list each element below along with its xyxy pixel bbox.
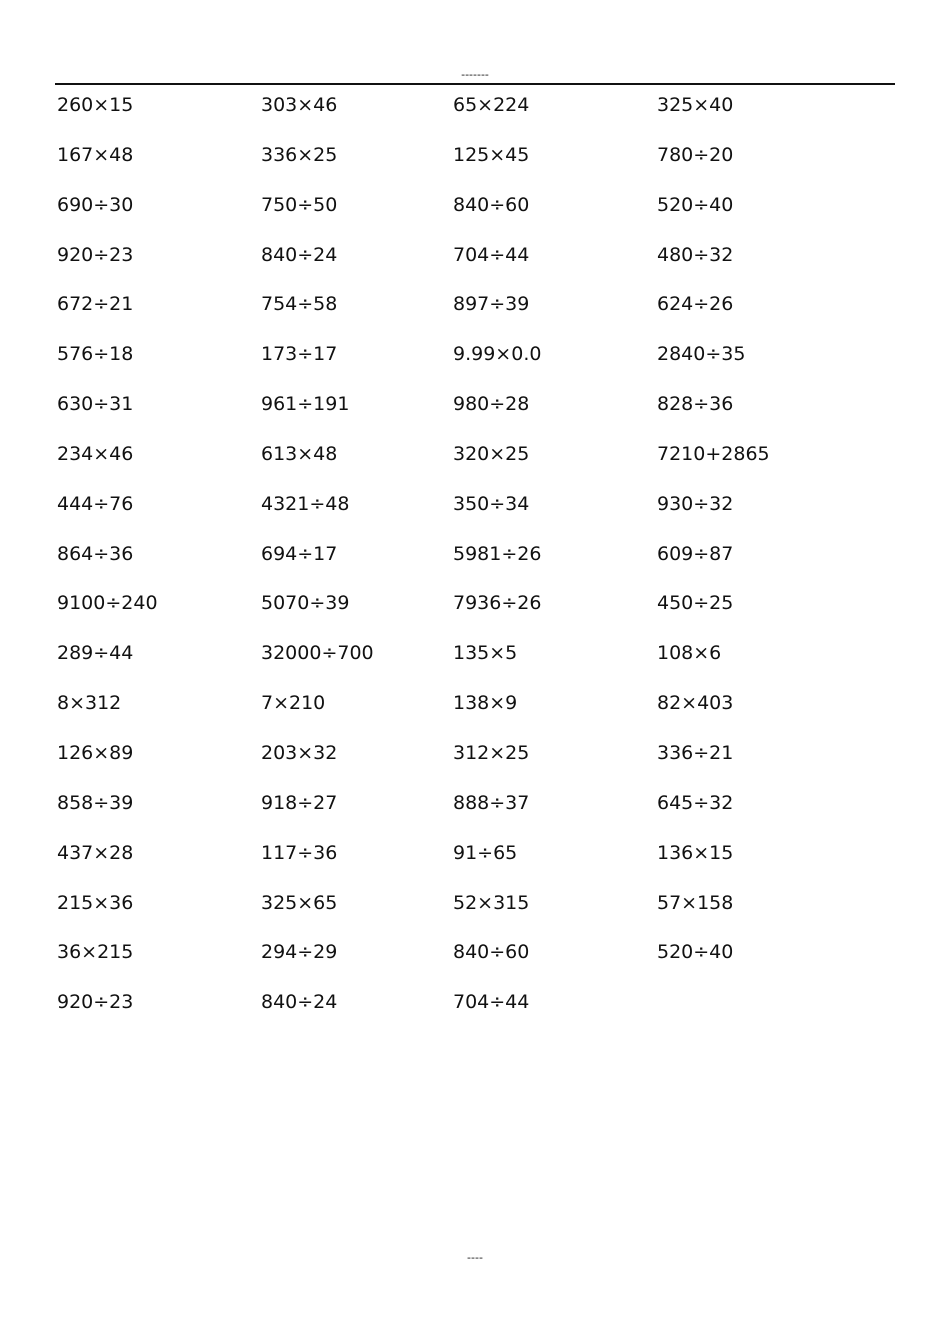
problem-item: 520÷40: [657, 193, 734, 216]
problem-row: [57, 539, 895, 589]
problem-item: 840÷60: [453, 193, 530, 216]
problem-row: [57, 888, 895, 938]
problem-item: 672÷21: [57, 293, 134, 316]
problem-item: 750÷50: [261, 193, 338, 216]
problem-item: 840÷24: [261, 243, 338, 266]
problem-item: 645÷32: [657, 791, 734, 814]
problem-item: 520÷40: [657, 941, 734, 964]
problem-row: [57, 788, 895, 838]
problem-row: [57, 439, 895, 489]
problem-row: [57, 240, 895, 290]
problem-item: 609÷87: [657, 542, 734, 565]
problem-row: [57, 588, 895, 638]
problem-item: 303×46: [261, 94, 338, 116]
problem-item: 858÷39: [57, 791, 134, 814]
problem-item: 444÷76: [57, 492, 134, 515]
problem-item: 117÷36: [261, 841, 338, 864]
header-mark: -------: [461, 68, 489, 81]
problem-item: 312×25: [453, 741, 530, 764]
problem-item: 203×32: [261, 741, 338, 764]
problem-item: 9100÷240: [57, 592, 158, 615]
problem-item: 260×15: [57, 94, 134, 116]
problem-item: 126×89: [57, 741, 134, 764]
footer-mark: ----: [467, 1251, 483, 1264]
problem-item: 920÷23: [57, 991, 134, 1014]
problem-item: 888÷37: [453, 791, 530, 814]
problem-row: [57, 140, 895, 190]
problem-item: 5981÷26: [453, 542, 542, 565]
problem-item: 325×65: [261, 891, 338, 914]
problem-item: 36×215: [57, 941, 134, 964]
problem-item: 138×9: [453, 692, 518, 715]
problem-item: 4321÷48: [261, 492, 350, 515]
problem-item: 897÷39: [453, 293, 530, 316]
problem-item: 7936÷26: [453, 592, 542, 615]
header-rule: [55, 83, 895, 85]
problem-item: 65×224: [453, 94, 530, 116]
problem-row: [57, 987, 895, 1037]
problem-row: [57, 937, 895, 987]
problem-item: 320×25: [453, 442, 530, 465]
problem-grid: [57, 90, 895, 1037]
problem-item: 694÷17: [261, 542, 338, 565]
problem-item: 2840÷35: [657, 343, 746, 366]
problem-item: 135×5: [453, 642, 518, 665]
problem-item: 173÷17: [261, 343, 338, 366]
problem-item: 480÷32: [657, 243, 734, 266]
problem-row: [57, 489, 895, 539]
problem-item: 437×28: [57, 841, 134, 864]
problem-row: [57, 289, 895, 339]
problem-item: 7×210: [261, 692, 326, 715]
problem-row: [57, 638, 895, 688]
problem-item: 704÷44: [453, 991, 530, 1014]
problem-item: 167×48: [57, 143, 134, 166]
problem-item: 961÷191: [261, 393, 350, 416]
problem-item: 136×15: [657, 841, 734, 864]
problem-item: 289÷44: [57, 642, 134, 665]
problem-item: 350÷34: [453, 492, 530, 515]
problem-item: 294÷29: [261, 941, 338, 964]
problem-item: 828÷36: [657, 393, 734, 416]
problem-item: 5070÷39: [261, 592, 350, 615]
problem-row: [57, 339, 895, 389]
problem-item: 7210+2865: [657, 442, 770, 465]
problem-item: 32000÷700: [261, 642, 374, 665]
problem-item: 864÷36: [57, 542, 134, 565]
problem-row: [57, 389, 895, 439]
problem-item: 780÷20: [657, 143, 734, 166]
problem-item: 630÷31: [57, 393, 134, 416]
problem-item: 704÷44: [453, 243, 530, 266]
problem-item: 840÷24: [261, 991, 338, 1014]
problem-item: 918÷27: [261, 791, 338, 814]
problem-item: 9.99×0.0: [453, 343, 542, 366]
problem-item: 980÷28: [453, 393, 530, 416]
problem-item: 57×158: [657, 891, 734, 914]
problem-item: 336÷21: [657, 741, 734, 764]
problem-item: 930÷32: [657, 492, 734, 515]
problem-row: [57, 688, 895, 738]
problem-row: [57, 838, 895, 888]
problem-item: 234×46: [57, 442, 134, 465]
problem-row: [57, 190, 895, 240]
problem-item: 125×45: [453, 143, 530, 166]
problem-item: 336×25: [261, 143, 338, 166]
problem-item: 754÷58: [261, 293, 338, 316]
problem-item: 52×315: [453, 891, 530, 914]
problem-item: 576÷18: [57, 343, 134, 366]
problem-row: [57, 90, 895, 140]
problem-item: 325×40: [657, 94, 734, 116]
problem-item: 613×48: [261, 442, 338, 465]
problem-item: 82×403: [657, 692, 734, 715]
problem-item: 91÷65: [453, 841, 518, 864]
problem-item: 108×6: [657, 642, 722, 665]
problem-item: 624÷26: [657, 293, 734, 316]
problem-row: [57, 738, 895, 788]
problem-item: 840÷60: [453, 941, 530, 964]
problem-item: 920÷23: [57, 243, 134, 266]
problem-item: 690÷30: [57, 193, 134, 216]
problem-item: 8×312: [57, 692, 122, 715]
problem-item: 450÷25: [657, 592, 734, 615]
problem-item: 215×36: [57, 891, 134, 914]
